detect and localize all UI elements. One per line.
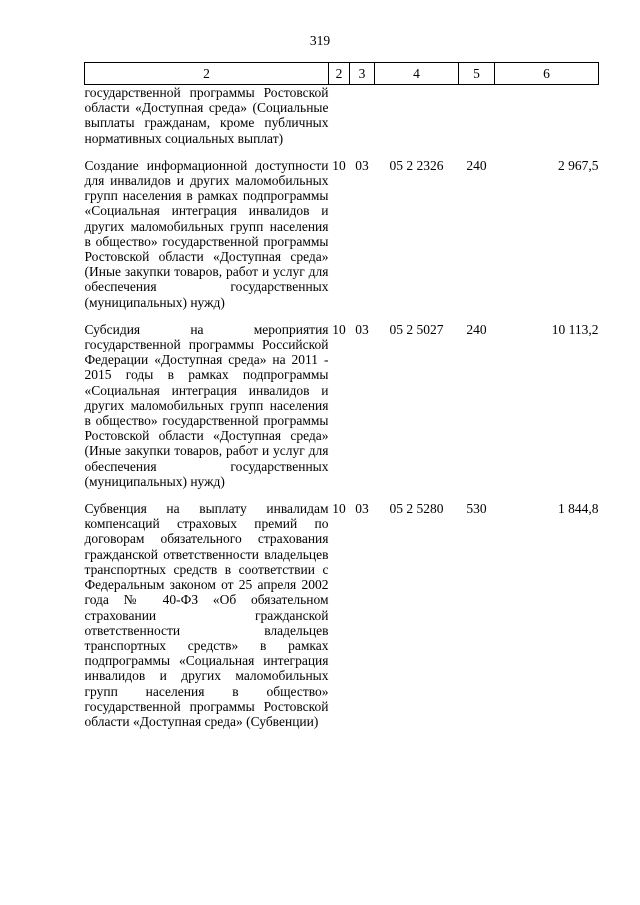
- row-rz: [329, 85, 350, 158]
- row-csr: 05 2 5280: [389, 501, 444, 517]
- row-rz: 10: [332, 157, 346, 173]
- row-vr: [459, 85, 495, 158]
- row-csr: 05 2 5027: [389, 321, 444, 337]
- row-name: Субвенция на выплату инвалидам компенсаций страховых премий по договорам обязательного страхования гражданской ответственности владельцев транспортных средств в соответствии с Федеральным законом от 25 апреля 2002 года № 40-ФЗ «Об обязательном страховании гражданской ответственности владельцев транспортных средств» в рамках подпрограммы «Социальная интеграция инвалидов и других маломобильных групп населения в общество» государственной программы Ростовской области «Доступная среда» (Субвенции): [84, 501, 329, 729]
- table-row: [85, 322, 599, 501]
- row-vr: 240: [466, 157, 487, 173]
- column-header: 3: [350, 63, 375, 85]
- row-rz: 10: [332, 501, 346, 517]
- table-row: [85, 158, 599, 322]
- table-header-row: [85, 63, 599, 85]
- row-name: Создание информационной доступности для инвалидов и других маломобильных групп населения в рамках подпрограммы «Социальная интеграция инвалидов и других маломобильных групп населения в общество» государственной программы Ростовской области «Доступная среда» (Иные закупки товаров, работ и услуг для обеспечения государственных (муниципальных) нужд): [84, 157, 329, 310]
- row-sum: 1 844,8: [558, 501, 599, 517]
- page-number: 319: [309, 33, 331, 48]
- row-rz: 10: [332, 321, 346, 337]
- row-sum: 10 113,2: [551, 321, 599, 337]
- row-pr: 03: [355, 501, 369, 517]
- table-row: [85, 85, 599, 158]
- row-name: государственной программы Ростовской области «Доступная среда» (Социальные выплаты гражданам, кроме публичных нормативных социальных выплат): [84, 85, 329, 146]
- table-row: [85, 501, 599, 729]
- row-sum: 2 967,5: [558, 157, 599, 173]
- row-name: Субсидия на мероприятия государственной программы Российской Федерации «Доступная среда» на 2011 - 2015 годы в рамках подпрограммы «Социальная интеграция инвалидов и других маломобильных групп населения в общество» государственной программы Ростовской области «Доступная среда» (Иные закупки товаров, работ и услуг для обеспечения государственных (муниципальных) нужд): [84, 321, 329, 489]
- budget-table: [84, 62, 599, 729]
- row-sum: [495, 85, 599, 158]
- row-csr: 05 2 2326: [389, 157, 444, 173]
- row-pr: 03: [355, 157, 369, 173]
- column-header: 6: [495, 63, 599, 85]
- column-header: 2: [85, 63, 329, 85]
- row-vr: 530: [466, 501, 487, 517]
- row-pr: [350, 85, 375, 158]
- column-header: 2: [329, 63, 350, 85]
- row-pr: 03: [355, 321, 369, 337]
- column-header: 4: [375, 63, 459, 85]
- row-csr: [375, 85, 459, 158]
- row-vr: 240: [466, 321, 487, 337]
- column-header: 5: [459, 63, 495, 85]
